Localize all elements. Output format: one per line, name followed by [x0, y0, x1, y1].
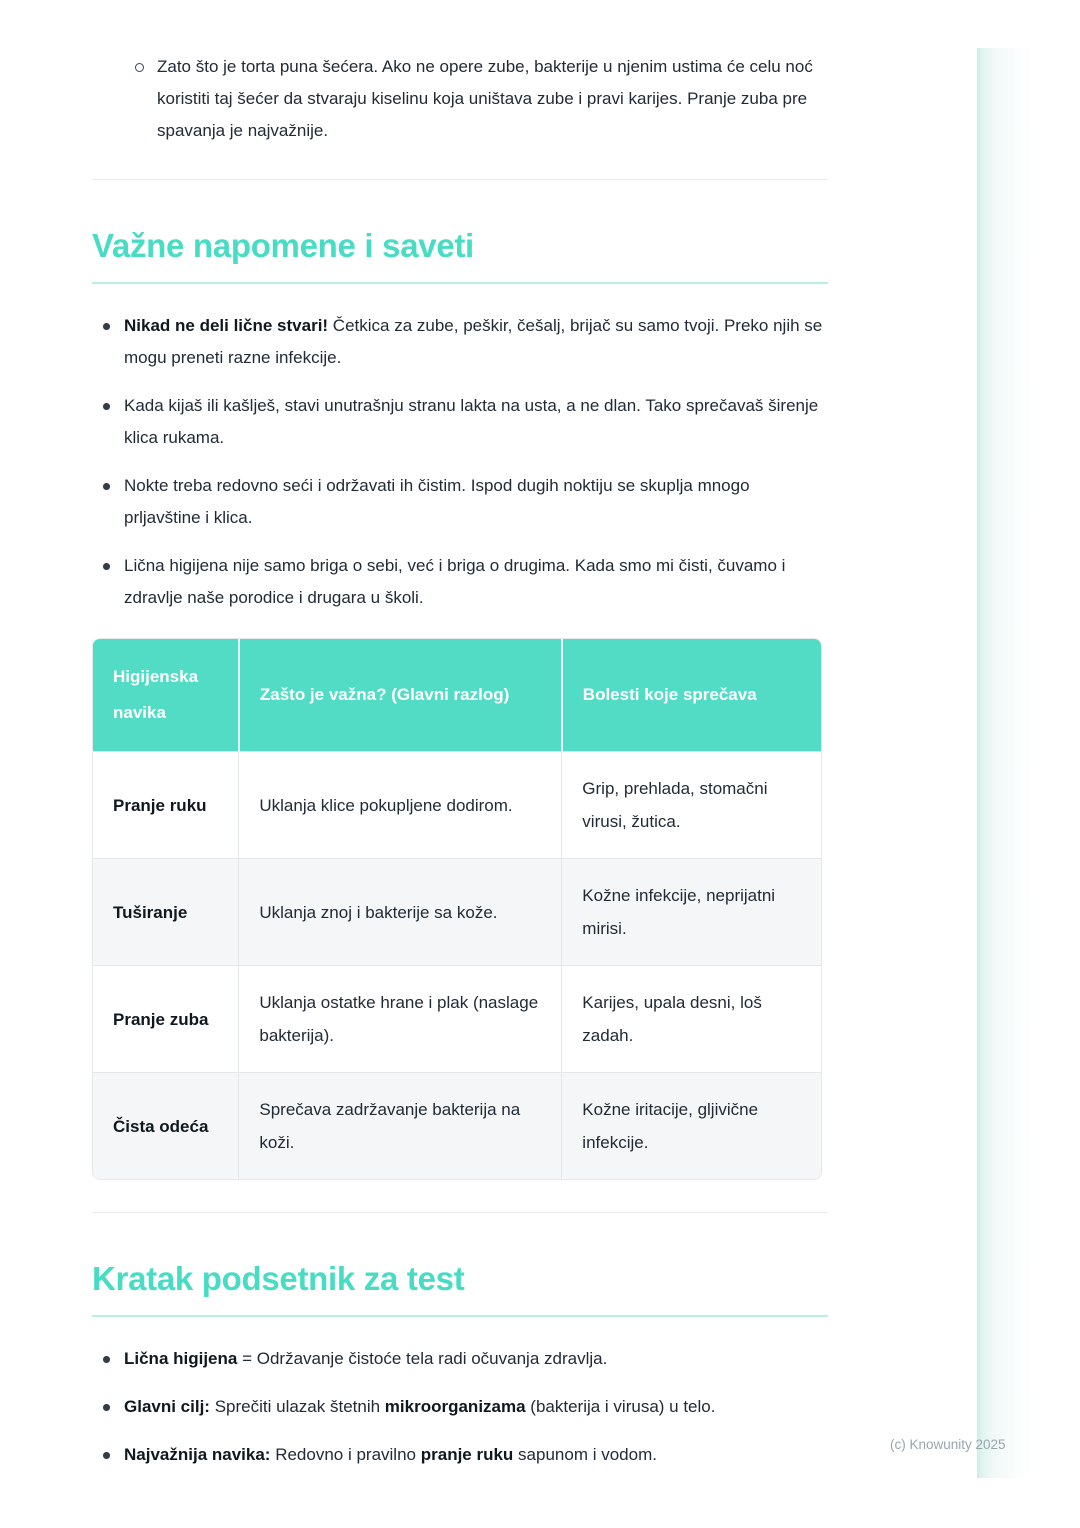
table-cell: Kožne iritacije, gljivične infekcije.: [562, 1073, 821, 1180]
right-accent-stripe: [977, 48, 1034, 1478]
bullet-item: [92, 310, 828, 374]
section-divider: [92, 1212, 828, 1213]
table-column-header: Zašto je važna? (Glavni razlog): [239, 639, 562, 752]
table-cell: Sprečava zadržavanje bakterija na koži.: [239, 1073, 562, 1180]
hygiene-table-grid: [93, 639, 821, 1179]
table-cell: Pranje ruku: [93, 752, 239, 859]
intro-sub-bullet-text: Zato što je torta puna šećera. Ako ne opere zube, bakterije u njenim ustima će celu noć koristiti taj šećer da stvaraju kiselinu koja uništava zube i pravi karijes. Pranje zuba pre spavanja je najvažnije.: [157, 57, 813, 140]
bullet-item: [92, 1439, 828, 1471]
bullet-text: Sprečiti ulazak štetnih: [209, 1397, 385, 1416]
intro-sublist: [92, 51, 828, 147]
table-row: [93, 752, 821, 859]
bullet-item: [92, 1391, 828, 1423]
table-cell: Pranje zuba: [93, 966, 239, 1073]
bullet-bold-text: mikroorganizama: [384, 1397, 526, 1416]
hygiene-table: [92, 638, 822, 1180]
hygiene-table-body: [93, 752, 821, 1180]
section-divider: [92, 179, 828, 180]
bullet-bold-text: Glavni cilj:: [124, 1397, 210, 1416]
copyright-note: (c) Knowunity 2025: [890, 1437, 1006, 1452]
hygiene-table-header: [93, 639, 821, 752]
table-row: [93, 966, 821, 1073]
bullet-text: Kada kijaš ili kašlješ, stavi unutrašnju stranu lakta na usta, a ne dlan. Tako sprečavaš širenje klica rukama.: [124, 396, 819, 447]
table-cell: Čista odeća: [93, 1073, 239, 1180]
document-content: [92, 0, 828, 1471]
table-column-header: Bolesti koje sprečava: [562, 639, 821, 752]
table-cell: Uklanja ostatke hrane i plak (naslage bakterija).: [239, 966, 562, 1073]
bullet-item: [92, 1343, 828, 1375]
bullet-item: [92, 550, 828, 614]
bullet-text: Lična higijena nije samo briga o sebi, već i briga o drugima. Kada smo mi čisti, čuvamo i zdravlje naše porodice i drugara u školi.: [124, 556, 786, 607]
table-cell: Grip, prehlada, stomačni virusi, žutica.: [562, 752, 821, 859]
bullet-bold-text: pranje ruku: [420, 1445, 514, 1464]
table-cell: Kožne infekcije, neprijatni mirisi.: [562, 859, 821, 966]
table-cell: Tuširanje: [93, 859, 239, 966]
bullet-bold-text: Najvažnija navika:: [124, 1445, 271, 1464]
section-title-summary: Kratak podsetnik za test: [92, 1259, 828, 1317]
notes-bullet-list: [92, 310, 828, 614]
bullet-text: sapunom i vodom.: [513, 1445, 657, 1464]
summary-bullet-list: [92, 1343, 828, 1471]
table-cell: Uklanja znoj i bakterije sa kože.: [239, 859, 562, 966]
table-cell: Karijes, upala desni, loš zadah.: [562, 966, 821, 1073]
table-column-header: Higijenska navika: [93, 639, 239, 752]
table-row: [93, 859, 821, 966]
table-cell: Uklanja klice pokupljene dodirom.: [239, 752, 562, 859]
table-row: [93, 1073, 821, 1180]
bullet-bold-text: Nikad ne deli lične stvari!: [124, 316, 329, 335]
bullet-text: Nokte treba redovno seći i održavati ih čistim. Ispod dugih noktiju se skuplja mnogo prljavštine i klica.: [124, 476, 750, 527]
intro-sub-bullet: [92, 51, 828, 147]
bullet-text: = Održavanje čistoće tela radi očuvanja zdravlja.: [237, 1349, 608, 1368]
bullet-text: Četkica za zube, peškir, češalj, brijač su samo tvoji. Preko njih se mogu preneti razne infekcije.: [124, 316, 823, 367]
section-title-notes: Važne napomene i saveti: [92, 226, 828, 284]
bullet-text: (bakterija i virusa) u telo.: [525, 1397, 716, 1416]
bullet-item: [92, 470, 828, 534]
table-header-row: [93, 639, 821, 752]
bullet-item: [92, 390, 828, 454]
bullet-text: Redovno i pravilno: [270, 1445, 421, 1464]
bullet-bold-text: Lična higijena: [124, 1349, 238, 1368]
